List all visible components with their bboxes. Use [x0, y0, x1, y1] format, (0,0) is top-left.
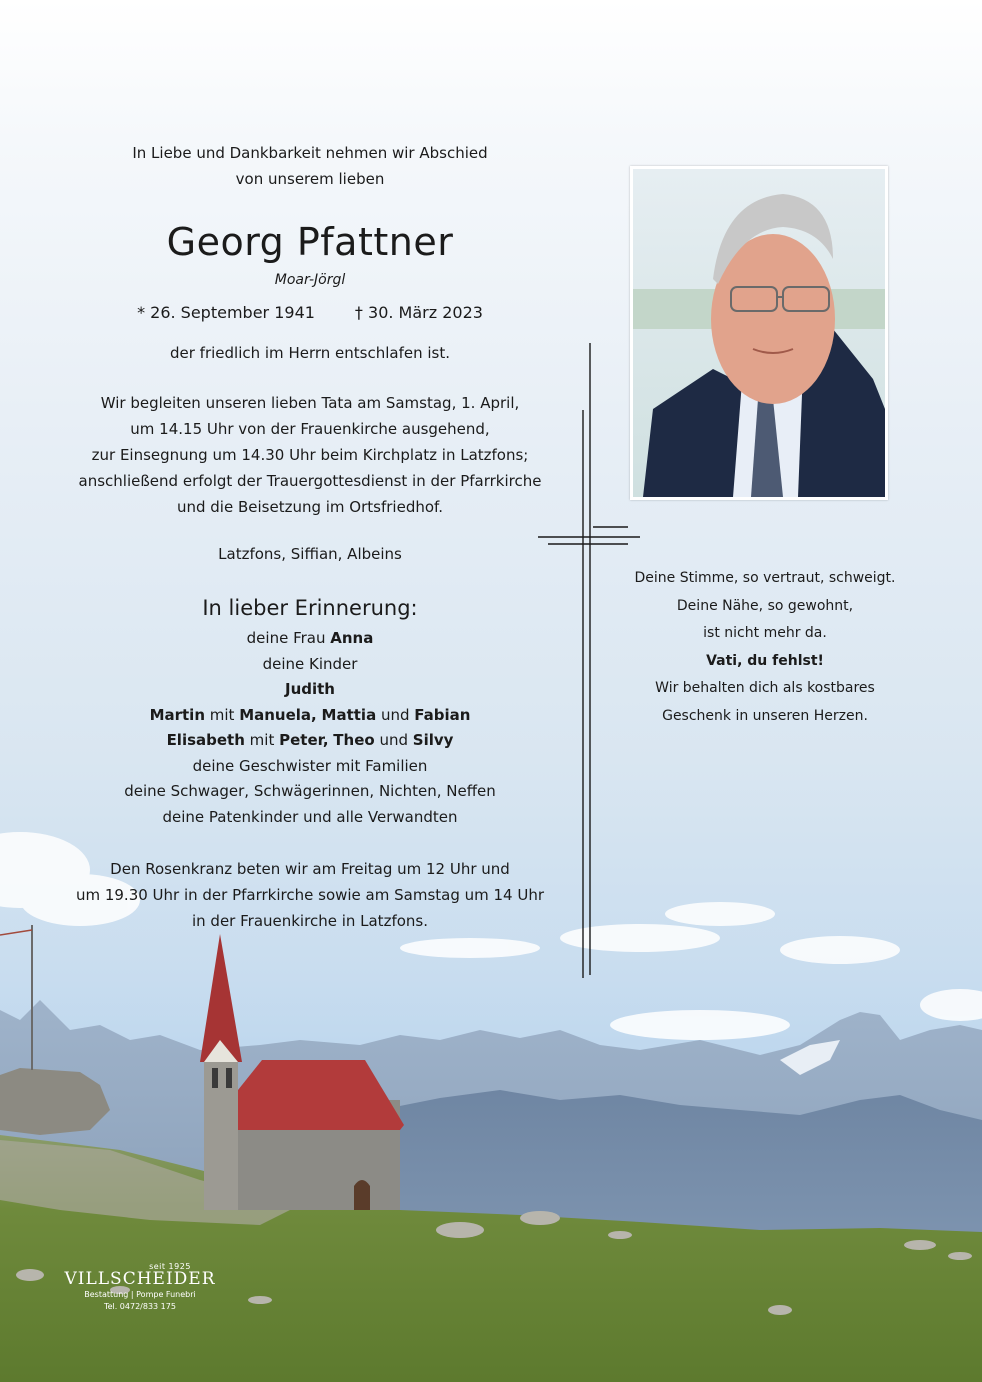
mourner-line: Elisabeth mit Peter, Theo und Silvy	[166, 731, 454, 749]
logo-phone: Tel. 0472/833 175	[104, 1302, 176, 1311]
wife-name: Anna	[330, 629, 374, 647]
funeral-line: um 14.15 Uhr von der Frauenkirche ausgehend,	[130, 420, 490, 438]
wife-prefix: deine Frau	[246, 629, 331, 647]
memorial-poem	[620, 565, 910, 730]
death-date: † 30. März 2023	[354, 303, 483, 322]
deceased-name: Georg Pfattner	[166, 220, 454, 264]
mourners-title: In lieber Erinnerung:	[202, 596, 418, 620]
mourner-line: Martin mit Manuela, Mattia und Fabian	[149, 705, 471, 724]
life-dates	[60, 300, 560, 326]
logo-brand: VILLSCHEIDER	[64, 1269, 216, 1289]
funeral-text	[50, 390, 570, 520]
intro-text	[60, 140, 560, 192]
intro-line: In Liebe und Dankbarkeit nehmen wir Abschied	[132, 144, 488, 162]
poem-line: Geschenk in unseren Herzen.	[662, 707, 868, 724]
mourner-line: deine Patenkinder und alle Verwandten	[162, 807, 458, 826]
poem-line: ist nicht mehr da.	[703, 625, 827, 641]
rosary-line: um 19.30 Uhr in der Pfarrkirche sowie am Samstag um 14 Uhr	[75, 886, 545, 904]
funeral-home-logo	[60, 1262, 220, 1311]
passed-text: der friedlich im Herrn entschlafen ist.	[169, 344, 450, 362]
deceased-nickname: Moar-Jörgl	[274, 272, 346, 288]
funeral-line: Wir begleiten unseren lieben Tata am Samstag, 1. April,	[100, 394, 520, 412]
places-text: Latzfons, Siffian, Albeins	[218, 545, 402, 563]
rosary-text	[40, 856, 580, 934]
rosary-line: in der Frauenkirche in Latzfons.	[191, 912, 428, 930]
mourner-line	[40, 677, 580, 703]
child-name: Martin	[149, 705, 205, 724]
poem-line: Deine Stimme, so vertraut, schweigt.	[634, 570, 896, 586]
mourner-line: deine Geschwister mit Familien	[192, 756, 428, 775]
portrait-photo	[633, 169, 885, 497]
intro-line: von unserem lieben	[235, 170, 385, 188]
logo-subtitle: Bestattung | Pompe Funebri	[84, 1290, 196, 1299]
poem-line: Deine Nähe, so gewohnt,	[676, 597, 854, 614]
child-name: Elisabeth	[166, 731, 245, 749]
poem-line: Vati, du fehlst!	[706, 652, 824, 669]
funeral-line: und die Beisetzung im Ortsfriedhof.	[176, 498, 443, 516]
poem-line: Wir behalten dich als kostbares	[655, 680, 875, 696]
portrait-photo-frame	[630, 166, 888, 500]
mourners-list	[40, 626, 580, 830]
logo-since: seit 1925	[149, 1262, 191, 1271]
funeral-line: anschließend erfolgt der Trauergottesdienst in der Pfarrkirche	[78, 472, 542, 490]
funeral-line: zur Einsegnung um 14.30 Uhr beim Kirchplatz in Latzfons;	[91, 446, 529, 464]
mourner-line: deine Kinder	[262, 654, 358, 673]
mourner-line: deine Schwager, Schwägerinnen, Nichten, Neffen	[124, 782, 496, 800]
child-name: Judith	[285, 680, 335, 698]
birth-date: * 26. September 1941	[137, 303, 315, 322]
rosary-line: Den Rosenkranz beten wir am Freitag um 12 Uhr und	[110, 860, 510, 878]
mourner-line	[40, 626, 580, 652]
